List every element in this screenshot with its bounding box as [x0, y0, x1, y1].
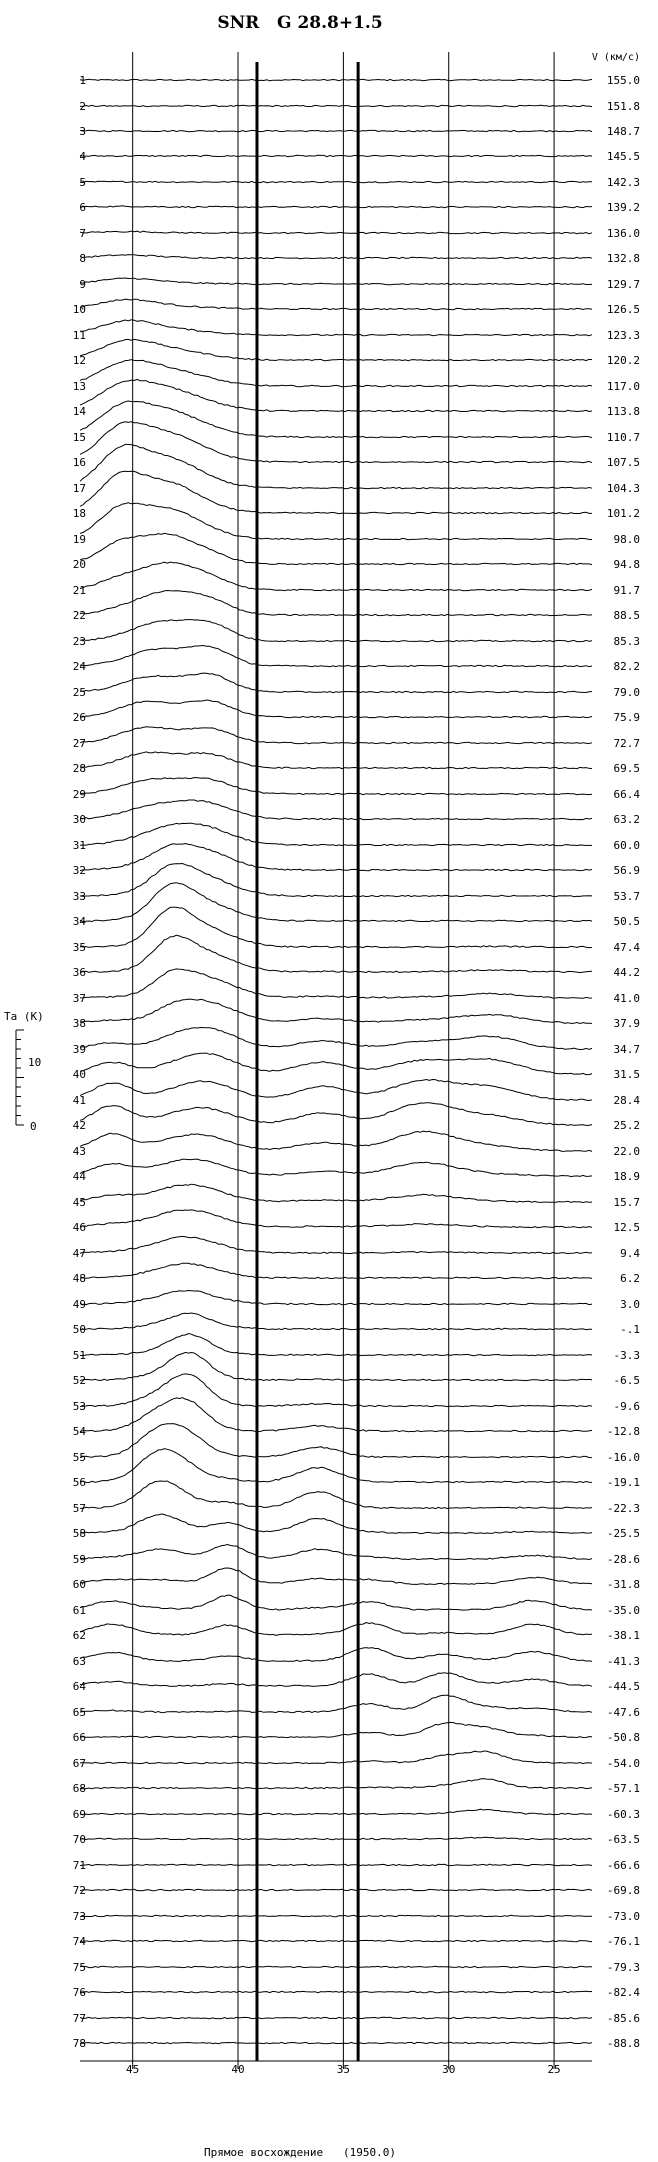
- spectrum-line-11: [80, 320, 592, 336]
- spectrum-line-60: [80, 1568, 592, 1585]
- channel-label-58: 58: [72, 1527, 86, 1540]
- velocity-label-39: 34.7: [613, 1043, 640, 1056]
- channel-label-25: 25: [72, 686, 86, 699]
- channel-label-40: 40: [72, 1068, 86, 1081]
- channel-label-31: 31: [72, 839, 86, 852]
- velocity-label-29: 66.4: [613, 788, 640, 801]
- channel-label-23: 23: [72, 635, 86, 648]
- spectrum-line-45: [80, 1184, 592, 1202]
- channel-label-69: 69: [72, 1808, 86, 1821]
- spectrum-line-44: [80, 1159, 592, 1177]
- spectrum-line-25: [80, 673, 592, 693]
- spectrum-line-46: [80, 1210, 592, 1228]
- spectrum-line-17: [80, 444, 592, 488]
- intensity-tick-label-0: 0: [30, 1120, 37, 1133]
- velocity-label-53: -9.6: [613, 1400, 640, 1413]
- x-tick-label-30: 30: [442, 2063, 456, 2076]
- channel-label-11: 11: [72, 329, 86, 342]
- velocity-label-77: -85.6: [606, 2012, 640, 2025]
- velocity-label-43: 22.0: [613, 1145, 640, 1158]
- velocity-label-72: -69.8: [606, 1884, 640, 1897]
- channel-label-38: 38: [72, 1017, 86, 1030]
- spectrum-line-7: [80, 231, 592, 234]
- spectra-layer: [80, 79, 592, 2043]
- intensity-axis-label: Ta (K): [4, 1010, 44, 1023]
- spectrum-line-56: [80, 1449, 592, 1483]
- spectrum-line-29: [80, 778, 592, 795]
- velocity-label-10: 126.5: [606, 303, 640, 316]
- channel-label-59: 59: [72, 1553, 86, 1566]
- channel-label-5: 5: [79, 176, 86, 189]
- x-axis: [80, 2061, 592, 2076]
- channel-label-17: 17: [72, 482, 86, 495]
- channel-label-46: 46: [72, 1221, 86, 1234]
- velocity-label-3: 148.7: [606, 125, 640, 138]
- channel-label-2: 2: [79, 100, 86, 113]
- spectrum-line-28: [80, 752, 592, 769]
- velocity-label-1: 155.0: [606, 74, 640, 87]
- channel-label-8: 8: [79, 252, 86, 265]
- velocity-label-2: 151.8: [606, 100, 640, 113]
- spectrum-line-67: [80, 1751, 592, 1764]
- channel-label-18: 18: [72, 507, 86, 520]
- velocity-label-7: 136.0: [606, 227, 640, 240]
- channel-label-57: 57: [72, 1502, 86, 1515]
- channel-label-67: 67: [72, 1757, 86, 1770]
- spectrum-line-77: [80, 2017, 592, 2018]
- spectrum-line-13: [80, 360, 592, 387]
- channel-label-51: 51: [72, 1349, 86, 1362]
- spectrum-line-76: [80, 1991, 592, 1992]
- spectrum-line-57: [80, 1481, 592, 1509]
- channel-label-1: 1: [79, 74, 86, 87]
- channel-label-22: 22: [72, 609, 86, 622]
- velocity-label-28: 69.5: [613, 762, 640, 775]
- channel-label-41: 41: [72, 1094, 86, 1107]
- spectrum-line-8: [80, 255, 592, 259]
- intensity-tick-label-10: 10: [28, 1056, 42, 1069]
- channel-label-61: 61: [72, 1604, 86, 1617]
- channel-label-65: 65: [72, 1706, 86, 1719]
- spectrum-line-23: [80, 620, 592, 642]
- velocity-label-21: 91.7: [613, 584, 640, 597]
- channel-label-66: 66: [72, 1731, 86, 1744]
- spectrum-line-42: [80, 1103, 592, 1126]
- velocity-label-25: 79.0: [613, 686, 640, 699]
- channel-label-74: 74: [72, 1935, 86, 1948]
- spectrum-line-49: [80, 1291, 592, 1305]
- x-axis-label: Прямое восхождение (1950.0): [203, 2146, 397, 2159]
- channel-label-34: 34: [72, 915, 86, 928]
- velocity-label-78: -88.8: [606, 2037, 640, 2050]
- spectrum-line-35: [80, 907, 592, 947]
- channel-label-24: 24: [72, 660, 86, 673]
- channel-label-53: 53: [72, 1400, 86, 1413]
- velocity-label-46: 12.5: [613, 1221, 640, 1234]
- spectrum-line-2: [80, 105, 592, 106]
- spectrum-line-16: [80, 422, 592, 463]
- velocity-label-62: -38.1: [606, 1629, 640, 1642]
- channel-label-56: 56: [72, 1476, 86, 1489]
- channel-label-9: 9: [79, 278, 86, 291]
- channel-label-4: 4: [79, 150, 86, 163]
- channel-label-16: 16: [72, 456, 86, 469]
- velocity-label-26: 75.9: [613, 711, 640, 724]
- velocity-label-36: 44.2: [613, 966, 640, 979]
- channel-label-15: 15: [72, 431, 86, 444]
- spectrum-line-31: [80, 823, 592, 846]
- channel-label-27: 27: [72, 737, 86, 750]
- spectrum-line-34: [80, 883, 592, 922]
- channel-label-70: 70: [72, 1833, 86, 1846]
- channel-label-35: 35: [72, 941, 86, 954]
- x-tick-label-35: 35: [336, 2063, 350, 2076]
- spectrum-line-68: [80, 1779, 592, 1789]
- channel-label-47: 47: [72, 1247, 86, 1260]
- velocity-label-61: -35.0: [606, 1604, 640, 1617]
- velocity-label-9: 129.7: [606, 278, 640, 291]
- spectrum-line-61: [80, 1595, 592, 1610]
- channel-label-28: 28: [72, 762, 86, 775]
- spectrum-line-64: [80, 1673, 592, 1687]
- channel-label-21: 21: [72, 584, 86, 597]
- velocity-label-35: 47.4: [613, 941, 640, 954]
- channel-label-44: 44: [72, 1170, 86, 1183]
- velocity-labels: [607, 74, 640, 2050]
- velocity-label-20: 94.8: [613, 558, 640, 571]
- velocity-label-40: 31.5: [613, 1068, 640, 1081]
- spectrum-line-15: [80, 401, 592, 438]
- channel-labels: [73, 74, 87, 2050]
- velocity-label-5: 142.3: [606, 176, 640, 189]
- channel-label-39: 39: [72, 1043, 86, 1056]
- channel-label-63: 63: [72, 1655, 86, 1668]
- spectrum-line-14: [80, 379, 592, 411]
- spectrum-line-4: [80, 155, 592, 156]
- x-tick-label-25: 25: [547, 2063, 561, 2076]
- velocity-label-49: 3.0: [620, 1298, 640, 1311]
- velocity-label-44: 18.9: [613, 1170, 640, 1183]
- channel-label-36: 36: [72, 966, 86, 979]
- velocity-label-19: 98.0: [613, 533, 640, 546]
- channel-label-49: 49: [72, 1298, 86, 1311]
- spectrum-line-55: [80, 1424, 592, 1458]
- velocity-label-24: 82.2: [613, 660, 640, 673]
- channel-label-60: 60: [72, 1578, 86, 1591]
- spectrum-line-75: [80, 1966, 592, 1967]
- channel-label-78: 78: [72, 2037, 86, 2050]
- spectrum-line-54: [80, 1398, 592, 1432]
- spectrum-line-52: [80, 1352, 592, 1380]
- velocity-label-55: -16.0: [606, 1451, 640, 1464]
- velocity-label-66: -50.8: [606, 1731, 640, 1744]
- spectrum-line-3: [80, 130, 592, 131]
- velocity-label-75: -79.3: [606, 1961, 640, 1974]
- velocity-label-45: 15.7: [613, 1196, 640, 1209]
- velocity-label-16: 107.5: [606, 456, 640, 469]
- velocity-label-70: -63.5: [606, 1833, 640, 1846]
- spectrum-line-41: [80, 1080, 592, 1101]
- channel-label-77: 77: [72, 2012, 86, 2025]
- spectrum-line-69: [80, 1809, 592, 1815]
- velocity-label-52: -6.5: [613, 1374, 640, 1387]
- spectrum-line-1: [80, 79, 592, 80]
- channel-label-29: 29: [72, 788, 86, 801]
- spectrum-line-38: [80, 999, 592, 1023]
- velocity-label-17: 104.3: [606, 482, 640, 495]
- spectrum-line-65: [80, 1695, 592, 1712]
- spectrum-line-50: [80, 1313, 592, 1330]
- velocity-label-6: 139.2: [606, 201, 640, 214]
- velocity-label-23: 85.3: [613, 635, 640, 648]
- spectrum-line-70: [80, 1837, 592, 1840]
- spectrum-line-27: [80, 727, 592, 744]
- channel-label-26: 26: [72, 711, 86, 724]
- spectrum-line-63: [80, 1648, 592, 1662]
- velocity-label-48: 6.2: [620, 1272, 640, 1285]
- velocity-label-30: 63.2: [613, 813, 640, 826]
- channel-label-10: 10: [72, 303, 86, 316]
- velocity-label-42: 25.2: [613, 1119, 640, 1132]
- channel-label-48: 48: [72, 1272, 86, 1285]
- channel-label-54: 54: [72, 1425, 86, 1438]
- spectrum-line-74: [80, 1940, 592, 1941]
- spectrum-line-18: [80, 471, 592, 513]
- velocity-label-67: -54.0: [606, 1757, 640, 1770]
- grid-layer: [133, 52, 554, 2061]
- channel-label-76: 76: [72, 1986, 86, 1999]
- channel-label-12: 12: [72, 354, 86, 367]
- velocity-label-69: -60.3: [606, 1808, 640, 1821]
- channel-label-42: 42: [72, 1119, 86, 1132]
- spectrum-line-5: [80, 181, 592, 183]
- spectrum-line-39: [80, 1028, 592, 1050]
- velocity-label-34: 50.5: [613, 915, 640, 928]
- velocity-label-4: 145.5: [606, 150, 640, 163]
- spectrum-line-71: [80, 1864, 592, 1866]
- channel-label-50: 50: [72, 1323, 86, 1336]
- velocity-header: V (км/с): [591, 52, 640, 63]
- velocity-label-18: 101.2: [606, 507, 640, 520]
- spectrum-line-10: [80, 299, 592, 310]
- spectrum-line-12: [80, 339, 592, 360]
- spectrum-line-73: [80, 1915, 592, 1916]
- velocity-label-71: -66.6: [606, 1859, 640, 1872]
- x-tick-label-40: 40: [231, 2063, 245, 2076]
- spectrum-line-48: [80, 1263, 592, 1278]
- channel-label-6: 6: [79, 201, 86, 214]
- velocity-label-37: 41.0: [613, 992, 640, 1005]
- velocity-label-15: 110.7: [606, 431, 640, 444]
- channel-label-37: 37: [72, 992, 86, 1005]
- channel-label-14: 14: [72, 405, 86, 418]
- velocity-label-76: -82.4: [606, 1986, 640, 1999]
- velocity-label-31: 60.0: [613, 839, 640, 852]
- velocity-label-32: 56.9: [613, 864, 640, 877]
- velocity-label-59: -28.6: [606, 1553, 640, 1566]
- velocity-label-54: -12.8: [606, 1425, 640, 1438]
- velocity-label-58: -25.5: [606, 1527, 640, 1540]
- velocity-label-65: -47.6: [606, 1706, 640, 1719]
- velocity-label-8: 132.8: [606, 252, 640, 265]
- spectrum-line-62: [80, 1623, 592, 1636]
- velocity-label-74: -76.1: [606, 1935, 640, 1948]
- channel-label-33: 33: [72, 890, 86, 903]
- velocity-label-33: 53.7: [613, 890, 640, 903]
- channel-label-32: 32: [72, 864, 86, 877]
- channel-label-30: 30: [72, 813, 86, 826]
- velocity-label-60: -31.8: [606, 1578, 640, 1591]
- spectrum-line-36: [80, 935, 592, 972]
- spectrum-line-33: [80, 864, 592, 897]
- spectrum-line-43: [80, 1131, 592, 1151]
- velocity-label-64: -44.5: [606, 1680, 640, 1693]
- spectrum-line-37: [80, 969, 592, 998]
- x-tick-label-45: 45: [126, 2063, 140, 2076]
- spectrum-line-22: [80, 591, 592, 616]
- spectrum-line-30: [80, 800, 592, 820]
- spectrum-line-9: [80, 278, 592, 285]
- spectrum-line-21: [80, 562, 592, 591]
- velocity-label-73: -73.0: [606, 1910, 640, 1923]
- velocity-label-12: 120.2: [606, 354, 640, 367]
- spectrum-line-47: [80, 1236, 592, 1253]
- channel-label-64: 64: [72, 1680, 86, 1693]
- channel-label-45: 45: [72, 1196, 86, 1209]
- velocity-label-57: -22.3: [606, 1502, 640, 1515]
- spectrum-line-24: [80, 646, 592, 667]
- channel-label-43: 43: [72, 1145, 86, 1158]
- velocity-label-22: 88.5: [613, 609, 640, 622]
- channel-label-68: 68: [72, 1782, 86, 1795]
- velocity-label-50: -.1: [620, 1323, 640, 1336]
- velocity-label-11: 123.3: [606, 329, 640, 342]
- channel-label-20: 20: [72, 558, 86, 571]
- chart-title: SNR G 28.8+1.5: [217, 13, 383, 33]
- velocity-label-47: 9.4: [620, 1247, 640, 1260]
- spectrum-line-58: [80, 1514, 592, 1534]
- channel-label-3: 3: [79, 125, 86, 138]
- velocity-label-38: 37.9: [613, 1017, 640, 1030]
- spectrum-line-51: [80, 1334, 592, 1356]
- spectrum-line-78: [80, 2042, 592, 2043]
- spectrum-line-72: [80, 1889, 592, 1890]
- spectrum-line-26: [80, 700, 592, 718]
- velocity-label-56: -19.1: [606, 1476, 640, 1489]
- channel-label-55: 55: [72, 1451, 86, 1464]
- channel-label-73: 73: [72, 1910, 86, 1923]
- velocity-label-63: -41.3: [606, 1655, 640, 1668]
- velocity-label-27: 72.7: [613, 737, 640, 750]
- spectrum-line-32: [80, 844, 592, 871]
- channel-label-71: 71: [72, 1859, 86, 1872]
- velocity-label-41: 28.4: [613, 1094, 640, 1107]
- velocity-label-14: 113.8: [606, 405, 640, 418]
- channel-label-52: 52: [72, 1374, 86, 1387]
- velocity-label-51: -3.3: [613, 1349, 640, 1362]
- channel-label-72: 72: [72, 1884, 86, 1897]
- spectrum-line-66: [80, 1722, 592, 1737]
- intensity-scale: [4, 1010, 44, 1133]
- channel-label-13: 13: [72, 380, 86, 393]
- spectrum-line-6: [80, 206, 592, 208]
- channel-label-7: 7: [79, 227, 86, 240]
- channel-label-75: 75: [72, 1961, 86, 1974]
- spectrum-line-40: [80, 1053, 592, 1075]
- channel-label-19: 19: [72, 533, 86, 546]
- intensity-scale-ticks: [16, 1030, 24, 1125]
- velocity-label-68: -57.1: [606, 1782, 640, 1795]
- spectrum-line-59: [80, 1545, 592, 1560]
- velocity-label-13: 117.0: [606, 380, 640, 393]
- spectrum-line-20: [80, 533, 592, 564]
- channel-label-62: 62: [72, 1629, 86, 1642]
